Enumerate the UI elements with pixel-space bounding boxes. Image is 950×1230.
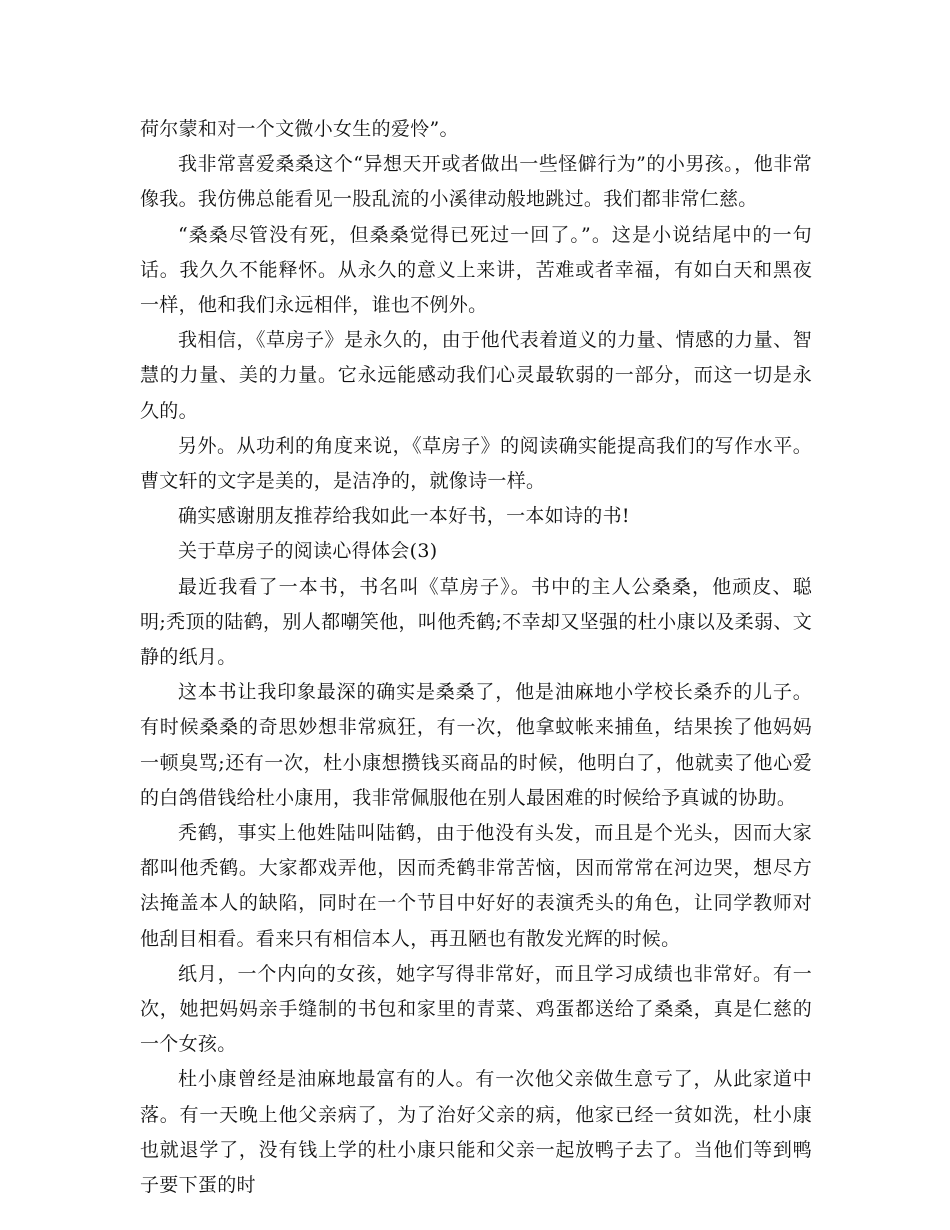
paragraph-5: 另外。从功利的角度来说，《草房子》的阅读确实能提高我们的写作水平。曹文轩的文字是美的，是洁净的，就像诗一样。 [140,434,812,493]
paragraph-6: 确实感谢朋友推荐给我如此一本好书，一本如诗的书! [178,505,630,528]
paragraph-4: 我相信，《草房子》是永久的，由于他代表着道义的力量、情感的力量、智慧的力量、美的力量。它永远能感动我们心灵最软弱的一部分，而这一切是永久的。 [140,329,812,422]
paragraph-8: 最近我看了一本书，书名叫《草房子》。书中的主人公桑桑，他顽皮、聪明;秃顶的陆鹤，别人都嘲笑他，叫他秃鹤;不幸却又坚强的杜小康以及柔弱、文静的纸月。 [140,575,812,669]
paragraph-1: 荷尔蒙和对一个文微小女生的爱怜”。 [140,118,459,140]
section-heading: 关于草房子的阅读心得体会(3) [178,540,438,563]
paragraph-10: 秃鹤，事实上他姓陆叫陆鹤，由于他没有头发，而且是个光头，因而大家都叫他秃鹤。大家都戏弄他，因而秃鹤非常苦恼，因而常常在河边哭，想尽方法掩盖本人的缺陷，同时在一个节目中好好的表演秃头的角色，让同学教师对他刮目相看。看来只有相信本人，再丑陋也有散发光辉的时候。 [140,822,812,950]
paragraph-2: 我非常喜爱桑桑这个“异想天开或者做出一些怪僻行为”的小男孩。，他非常像我。我仿佛总能看见一股乱流的小溪律动般地跳过。我们都非常仁慈。 [140,153,812,211]
paragraph-12: 杜小康曾经是油麻地最富有的人。有一次他父亲做生意亏了，从此家道中落。有一天晚上他父亲病了，为了治好父亲的病，他家已经一贫如洗，杜小康也就退学了，没有钱上学的杜小康只能和父亲一起放鸭子去了。当他们等到鸭子要下蛋的时 [140,1068,812,1197]
paragraph-11: 纸月，一个内向的女孩，她字写得非常好，而且学习成绩也非常好。有一次，她把妈妈亲手缝制的书包和家里的青菜、鸡蛋都送给了桑桑，真是仁慈的一个女孩。 [140,962,812,1056]
paragraph-3: “桑桑尽管没有死，但桑桑觉得已死过一回了。”。这是小说结尾中的一句话。我久久不能释怀。从永久的意义上来讲，苦难或者幸福，有如白天和黑夜一样，他和我们永远相伴，谁也不例外。 [140,223,812,317]
paragraph-9: 这本书让我印象最深的确实是桑桑了，他是油麻地小学校长桑乔的儿子。有时候桑桑的奇思妙想非常疯狂，有一次，他拿蚊帐来捕鱼，结果挨了他妈妈一顿臭骂;还有一次，杜小康想攒钱买商品的时候，他明白了，他就卖了他心爱的白鸽借钱给杜小康用，我非常佩服他在别人最困难的时候给予真诚的协助。 [140,681,812,809]
document-body [140,112,812,1203]
